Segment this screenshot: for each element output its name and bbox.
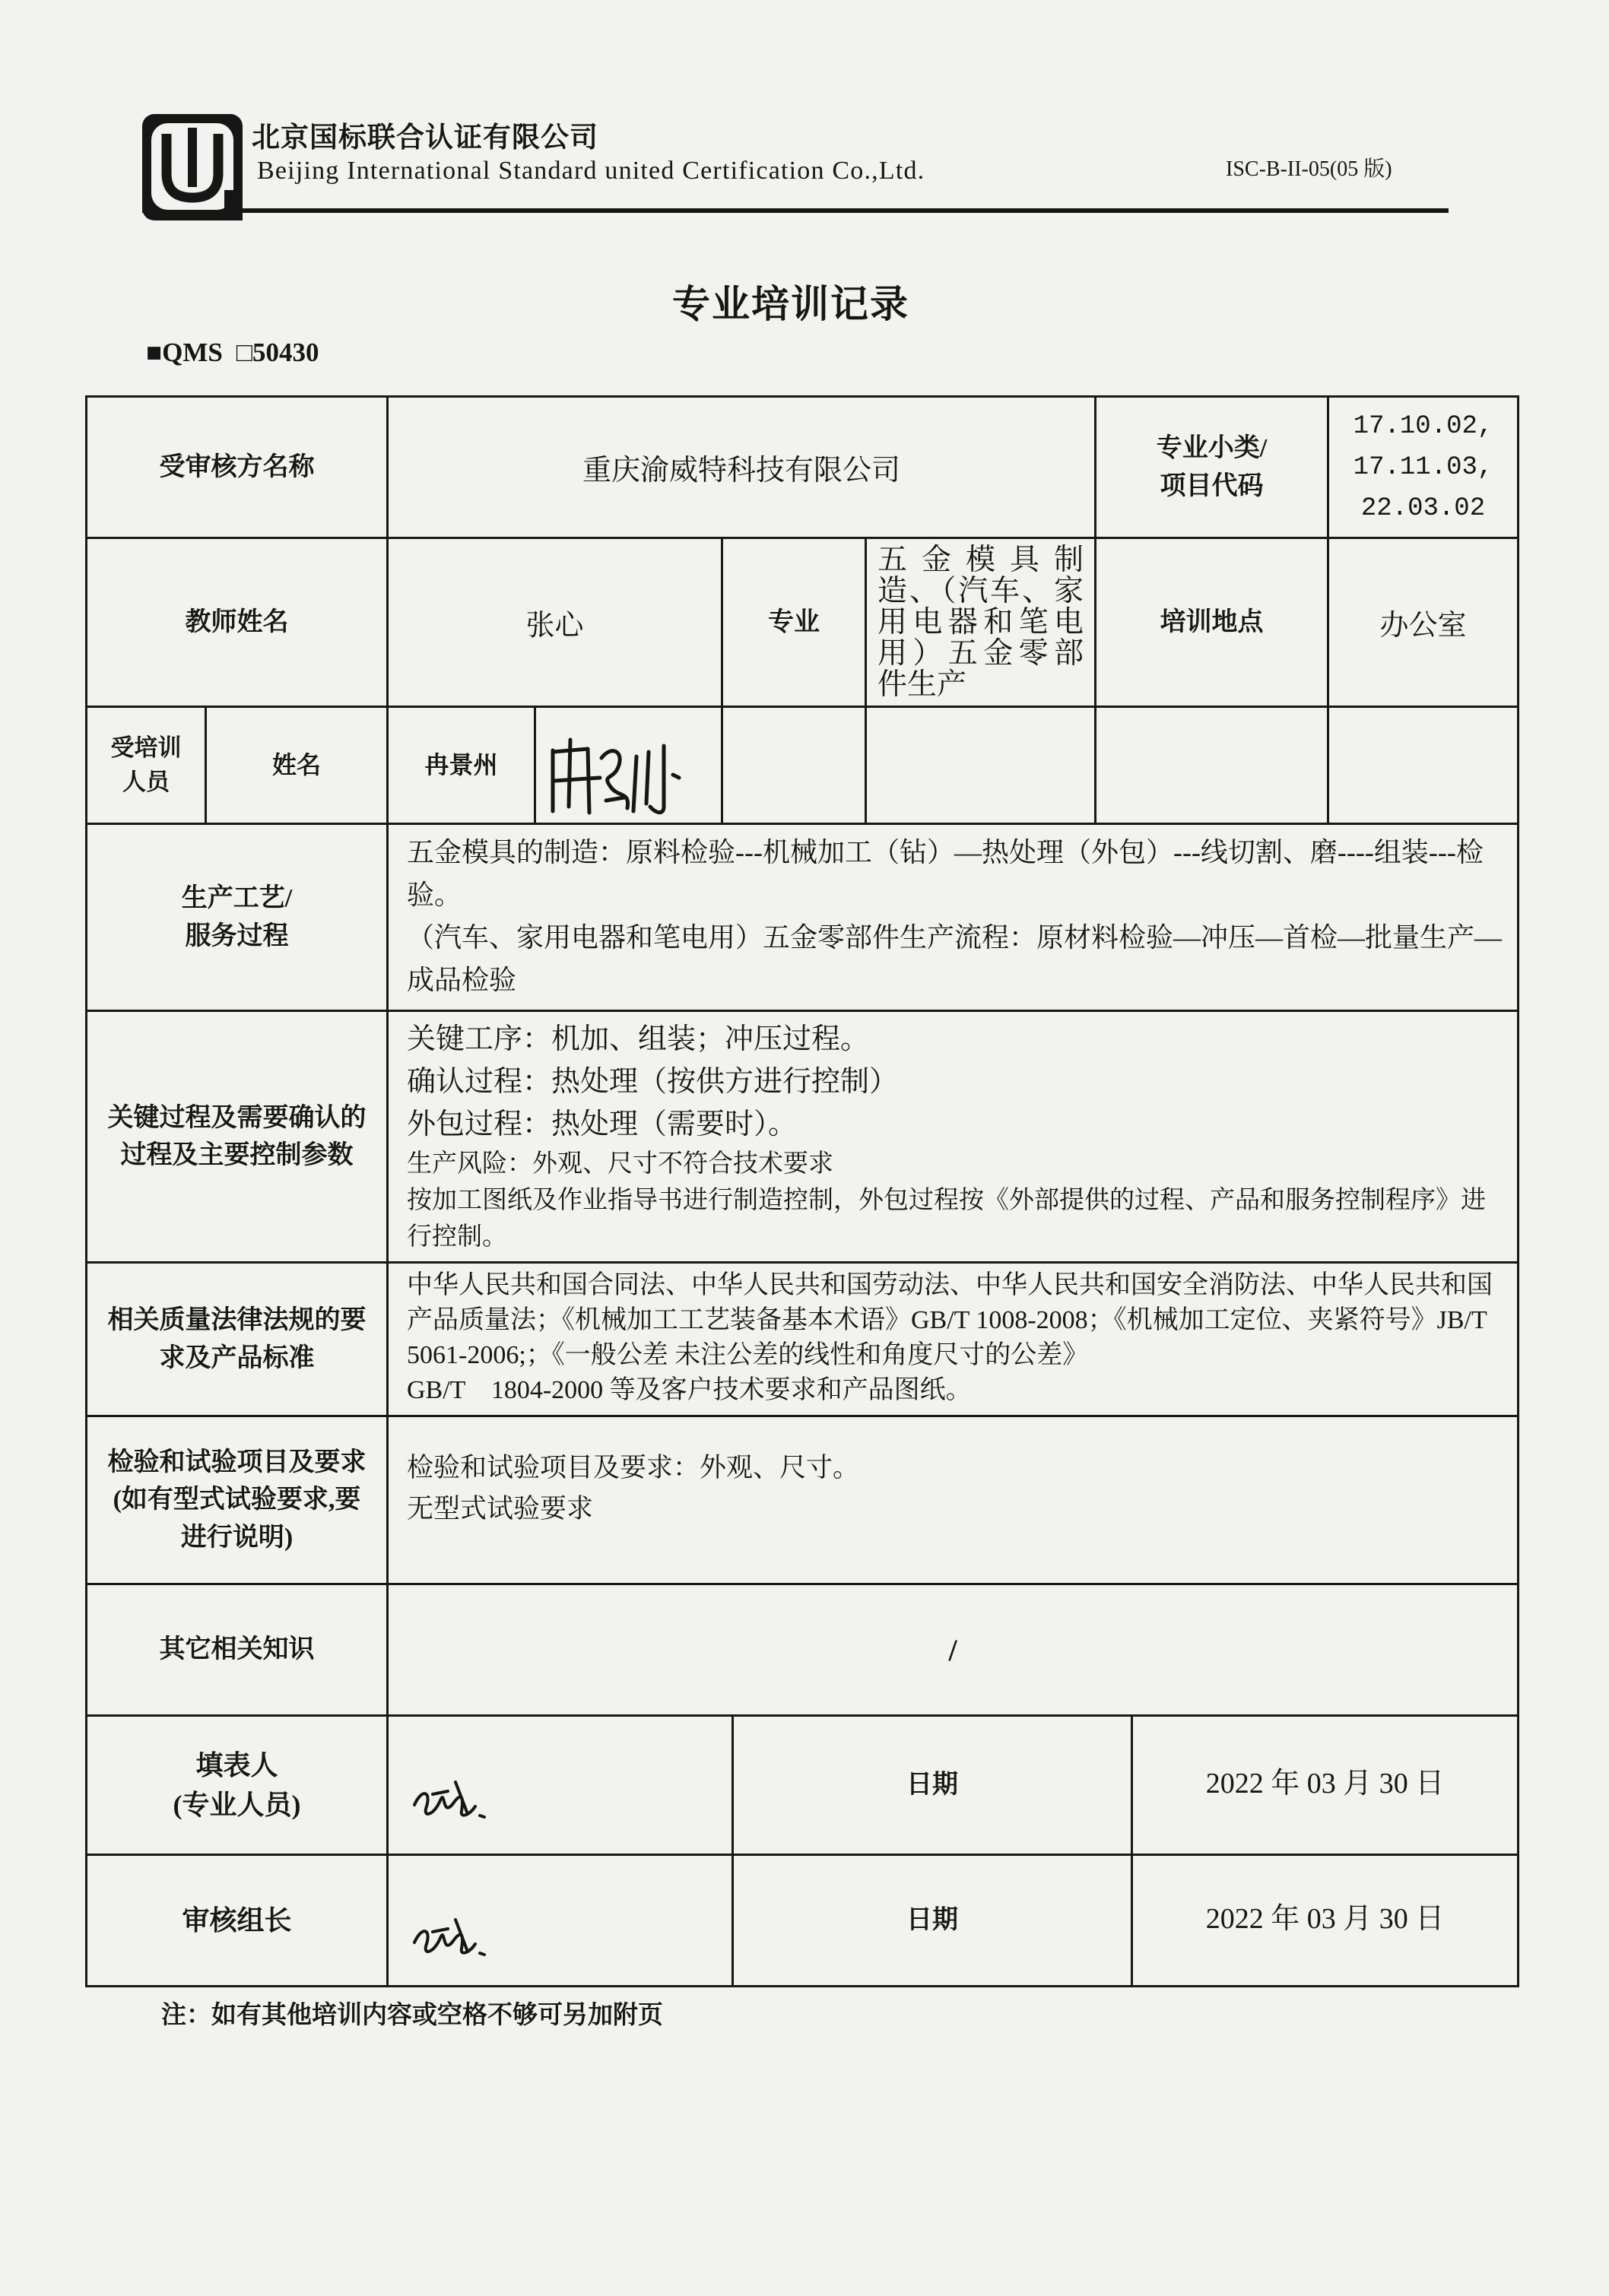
trainee-name-cell (389, 708, 536, 825)
process-paragraph: 五金模具的制造：原料检验---机械加工（钻）—热处理（外包）---线切割、磨----组装---检验。 (407, 837, 1484, 910)
key-process-label-cell (87, 1012, 389, 1264)
auditee-name: 重庆渝威特科技有限公司 (582, 455, 900, 487)
team-leader-date-label-cell (734, 1856, 1133, 1987)
key-process-label-line: 过程及主要控制参数 (120, 1141, 354, 1169)
regulations-label-cell (87, 1264, 389, 1417)
filled-by-label-line: 填表人 (195, 1749, 278, 1781)
page-title: 专业培训记录 (672, 283, 909, 325)
category-code: 17.10.02, (1353, 411, 1493, 441)
process-label-line: 生产工艺/ (181, 884, 293, 913)
other-knowledge-value: / (948, 1632, 957, 1667)
specialty-label: 专业 (768, 607, 820, 636)
key-process-line: 生产风险：外观、尺寸不符合技术要求 (407, 1150, 833, 1178)
auditee-label-cell (87, 398, 389, 539)
iso50430-checkbox: □ (236, 338, 253, 367)
inspection-label-line: 检验和试验项目及要求 (107, 1448, 367, 1477)
regulations-label (108, 1302, 367, 1377)
process-label-line: 服务过程 (185, 921, 289, 950)
other-knowledge-cell (389, 1585, 1519, 1717)
key-process-line: 关键工序：机加、组装；冲压过程。 (407, 1023, 870, 1055)
category-code-label-line: 专业小类/ (1156, 434, 1268, 463)
inspection-label-line: 进行说明) (180, 1523, 294, 1552)
qms-checkbox: ■ (146, 338, 163, 367)
location-label: 培训地点 (1160, 607, 1264, 636)
inspection-label (108, 1444, 367, 1556)
regulations-label-line: 相关质量法律法规的要 (107, 1306, 367, 1335)
inspection-line: 无型式试验要求 (407, 1494, 594, 1524)
other-knowledge-label: 其它相关知识 (159, 1635, 315, 1664)
scheme-selector (146, 338, 319, 368)
specialty-cell (867, 539, 1096, 708)
regulations-text-cell (389, 1264, 1519, 1417)
teacher-name-cell (389, 539, 723, 708)
trainee-name: 冉景州 (424, 751, 498, 779)
filled-by-signature (410, 1771, 493, 1826)
team-leader-signature (410, 1909, 493, 1964)
regulations-label-line: 求及产品标准 (159, 1343, 315, 1372)
location-cell (1329, 539, 1519, 708)
filled-by-date-label-cell (734, 1717, 1133, 1856)
company-name-cn: 北京国标联合认证有限公司 (252, 122, 598, 154)
filled-by-label-line: (专业人员) (173, 1790, 301, 1820)
specialty-value: 五金模具制造、（汽车、家用电器和笔电用）五金零部件生产 (877, 544, 1084, 701)
filled-by-date-cell (1133, 1717, 1519, 1856)
empty-cell (723, 708, 867, 825)
company-logo-icon (142, 114, 243, 220)
trainee-label-line: 受培训 (110, 734, 182, 761)
empty-cell (867, 708, 1096, 825)
trainee-name-label: 姓名 (271, 751, 321, 779)
auditee-label: 受审核方名称 (159, 452, 315, 481)
filled-by-label (173, 1746, 301, 1825)
empty-cell (1329, 708, 1519, 825)
key-process-text-cell (389, 1012, 1519, 1264)
trainee-name-label-cell (207, 708, 389, 825)
header-rule (142, 208, 1449, 213)
key-process-line: 确认过程：热处理（按供方进行控制） (407, 1066, 899, 1098)
key-process-line: 外包过程：热处理（需要时）。 (407, 1108, 798, 1140)
team-leader-date: 2022 年 03 月 30 日 (1205, 1902, 1445, 1935)
category-code: 17.11.03, (1353, 452, 1493, 482)
team-leader-signature-cell (389, 1856, 734, 1987)
teacher-name: 张心 (525, 610, 584, 642)
filled-by-label-cell (87, 1717, 389, 1856)
qms-label: QMS (162, 338, 223, 367)
inspection-label-line: (如有型式试验要求,要 (113, 1486, 361, 1514)
trainee-signature-cell (536, 708, 723, 825)
trainee-label-line: 人员 (122, 768, 170, 795)
form-code: ISC-B-II-05(05 版) (1226, 157, 1392, 181)
team-leader-label-cell (87, 1856, 389, 1987)
trainee-label (111, 731, 182, 800)
key-process-line: 按加工图纸及作业指导书进行制造控制，外包过程按《外部提供的过程、产品和服务控制程序》进行控制。 (407, 1187, 1486, 1251)
filled-by-date-label: 日期 (906, 1771, 958, 1800)
iso50430-label: 50430 (252, 338, 319, 367)
category-code: 22.03.02 (1360, 493, 1486, 523)
teacher-label: 教师姓名 (185, 607, 289, 636)
process-paragraph: （汽车、家用电器和笔电用）五金零部件生产流程：原材料检验—冲压—首检—批量生产—成品检验 (407, 922, 1503, 995)
process-label (182, 880, 292, 955)
inspection-line: 检验和试验项目及要求：外观、尺寸。 (407, 1453, 860, 1483)
process-label-cell (87, 825, 389, 1012)
regulations-paragraph: GB/T 1804-2000 等及客户技术要求和产品图纸。 (407, 1376, 972, 1404)
category-code-label (1157, 430, 1267, 505)
inspection-label-cell (87, 1417, 389, 1585)
regulations-paragraph: 中华人民共和国合同法、中华人民共和国劳动法、中华人民共和国安全消防法、中华人民共和国产品质量法；《机械加工工艺装备基本术语》GB/T 1008-2008；《机械加工定位、夹紧符号》JB/T 5061-2006;；《一般公差 未注公差的线性和角度尺寸的公差》 (407, 1271, 1493, 1369)
trainee-signature (545, 734, 697, 819)
filled-by-signature-cell (389, 1717, 734, 1856)
training-record-table (85, 395, 1519, 1987)
category-code-label-line: 项目代码 (1160, 471, 1264, 500)
category-codes-cell (1329, 398, 1519, 539)
team-leader-date-cell (1133, 1856, 1519, 1987)
specialty-label-cell (723, 539, 867, 708)
filled-by-date: 2022 年 03 月 30 日 (1205, 1767, 1445, 1800)
teacher-label-cell (87, 539, 389, 708)
company-name-en: Beijing International Standard united Certification Co.,Ltd. (257, 157, 925, 185)
category-codes (1354, 406, 1493, 529)
footnote: 注：如有其他培训内容或空格不够可另加附页 (161, 2002, 663, 2029)
location-label-cell (1096, 539, 1329, 708)
trainee-label-cell (87, 708, 207, 825)
team-leader-label: 审核组长 (182, 1904, 292, 1936)
key-process-label (108, 1099, 367, 1175)
other-knowledge-label-cell (87, 1585, 389, 1717)
location-value: 办公室 (1379, 610, 1467, 642)
process-text-cell (389, 825, 1519, 1012)
team-leader-date-label: 日期 (906, 1906, 958, 1935)
empty-cell (1096, 708, 1329, 825)
auditee-name-cell (389, 398, 1096, 539)
category-code-label-cell (1096, 398, 1329, 539)
inspection-text-cell (389, 1417, 1519, 1585)
key-process-label-line: 关键过程及需要确认的 (107, 1103, 367, 1132)
